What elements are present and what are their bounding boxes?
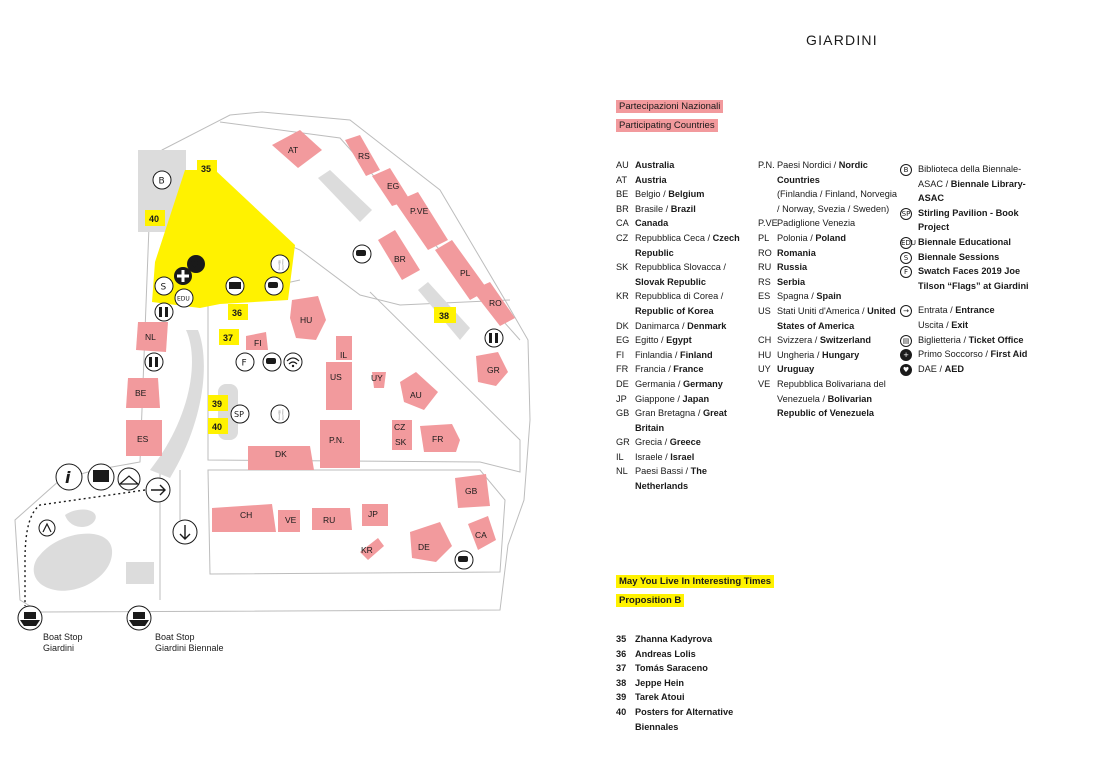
- svg-text:S: S: [160, 282, 167, 293]
- country-code: GB: [616, 408, 630, 419]
- toilets-icon-left[interactable]: [155, 303, 173, 321]
- country-code: IL: [616, 451, 624, 462]
- service-item-first-aid[interactable]: [900, 347, 1040, 362]
- country-code: GR: [616, 437, 630, 448]
- name-en: Poland: [815, 232, 846, 243]
- country-code: UY: [758, 364, 771, 375]
- defibrillator-icon: ♥: [900, 364, 912, 376]
- svg-text:i: i: [65, 468, 71, 487]
- artist-name: Jeppe Hein: [635, 677, 685, 688]
- wifi-icon[interactable]: [284, 353, 302, 371]
- entrance-icon[interactable]: [146, 478, 170, 502]
- boat-stop-1-line1: Boat Stop: [43, 632, 83, 642]
- name-en: AED: [944, 363, 964, 374]
- name-it: Giappone /: [635, 393, 683, 404]
- name-en: Biennale Educational: [918, 236, 1011, 247]
- name-en: Bolivarian Republic of Venezuela: [777, 393, 875, 419]
- name-en: Israel: [670, 451, 695, 462]
- country-item-ca[interactable]: [616, 216, 756, 231]
- name-it: Repubblica Slovacca /: [635, 262, 726, 273]
- name-en: Nordic Countries: [777, 160, 868, 185]
- label-pve: P.VE: [410, 206, 429, 216]
- artist-item-40[interactable]: [616, 705, 745, 734]
- name-en: Slovak Republic: [635, 276, 706, 287]
- name-it: Paesi Nordici /: [777, 160, 839, 170]
- name-en: Biennale Library-ASAC: [918, 178, 1026, 204]
- country-item-br[interactable]: [616, 202, 756, 217]
- label-pl: PL: [460, 268, 471, 278]
- artist-number: 36: [616, 648, 627, 659]
- country-item-kr[interactable]: [616, 289, 756, 318]
- country-item-au[interactable]: [616, 158, 756, 173]
- artist-item-37[interactable]: [616, 661, 745, 676]
- label-nl: NL: [145, 332, 156, 342]
- name-en: France: [673, 364, 704, 375]
- svg-text:EDU: EDU: [177, 295, 190, 303]
- name-it: Paesi Bassi /: [635, 466, 691, 477]
- name-en: Switzerland: [819, 335, 871, 346]
- name-en: Serbia: [777, 276, 806, 287]
- name-en: First Aid: [990, 349, 1028, 360]
- artist-number: 40: [616, 706, 627, 717]
- name-it: DAE /: [918, 363, 945, 374]
- ticket-office-icon: ▤: [900, 335, 912, 347]
- country-item-de[interactable]: [616, 377, 756, 392]
- name-it: Danimarca /: [635, 320, 688, 331]
- country-code: PL: [758, 232, 770, 243]
- country-code: RU: [758, 262, 772, 273]
- flags-icon[interactable]: [236, 353, 254, 371]
- country-item-rs[interactable]: [758, 275, 898, 290]
- marker-37-label: 37: [223, 333, 234, 343]
- marker-35-label: 35: [201, 164, 212, 174]
- exhibition-header: [616, 571, 774, 609]
- sessions-icon: S: [900, 252, 912, 264]
- first-aid-icon: +: [900, 349, 912, 361]
- country-item-gr[interactable]: [616, 435, 756, 450]
- name-it: Germania /: [635, 378, 683, 389]
- name-it: Repubblica Ceca /: [635, 232, 713, 243]
- name-en: Finland: [679, 349, 713, 360]
- artists-list: [616, 632, 745, 734]
- country-item-eg[interactable]: [616, 333, 756, 348]
- country-item-gb[interactable]: [616, 406, 756, 435]
- cafe-icon-north[interactable]: [353, 245, 371, 263]
- toilets-icon-right[interactable]: [485, 329, 503, 347]
- name-it: Brasile /: [635, 203, 671, 214]
- name-en: Brazil: [670, 203, 696, 214]
- marker-40-top-label: 40: [149, 214, 160, 224]
- name-it: Padiglione Venezia: [777, 218, 856, 229]
- defibrillator-icon[interactable]: [187, 255, 205, 273]
- country-item-sk[interactable]: [616, 260, 756, 289]
- label-ro: RO: [489, 298, 502, 308]
- artist-item-36[interactable]: [616, 647, 745, 662]
- label-uy: UY: [371, 373, 383, 383]
- marker-39-label: 39: [212, 399, 223, 409]
- country-item-nl[interactable]: [616, 464, 756, 493]
- name-it: Stati Uniti d'America /: [777, 305, 868, 316]
- country-item-ch[interactable]: [758, 333, 898, 348]
- name-en: Swatch Faces 2019 Joe Tilson “Flags” at Giardini: [918, 266, 1029, 291]
- artist-number: 39: [616, 692, 627, 703]
- label-br: BR: [394, 254, 406, 264]
- country-code: CA: [616, 218, 629, 229]
- national-header: [616, 96, 723, 134]
- name-en: United States of America: [777, 305, 896, 331]
- education-icon: EDU: [901, 238, 916, 247]
- exhibition-header-line2: Proposition B: [616, 594, 684, 607]
- name-it: Gran Bretagna /: [635, 408, 703, 419]
- service-item-entrance[interactable]: [900, 303, 1040, 332]
- name-en: Stirling Pavilion - Book Project: [918, 207, 1019, 233]
- country-code: ES: [758, 291, 771, 302]
- boat-stop-giardini-biennale-icon[interactable]: [127, 606, 151, 630]
- country-code: FI: [616, 349, 625, 360]
- name-en: Republic of Korea: [635, 305, 714, 316]
- country-code: P.VE: [758, 218, 778, 229]
- cafe-icon[interactable]: [265, 277, 283, 295]
- label-us: US: [330, 372, 342, 382]
- country-code: EG: [616, 335, 630, 346]
- marker-36-label: 36: [232, 308, 243, 318]
- country-item-ro[interactable]: [758, 246, 898, 261]
- national-header-en: Participating Countries: [616, 119, 718, 132]
- name-en: Canada: [635, 218, 669, 229]
- name-it-2: Uscita /: [918, 319, 952, 330]
- map-title: GIARDINI: [806, 32, 878, 48]
- name-en: Uruguay: [777, 364, 815, 375]
- label-ch: CH: [240, 510, 253, 520]
- artist-number: 35: [616, 634, 627, 644]
- name-en: Romania: [777, 247, 816, 258]
- artist-name: Posters for Alternative Biennales: [635, 706, 734, 732]
- country-code: HU: [758, 349, 772, 360]
- name-en: Russia: [777, 262, 808, 273]
- name-en: Greece: [669, 437, 701, 448]
- country-item-jp[interactable]: [616, 392, 756, 407]
- restaurant-icon-sp[interactable]: [271, 405, 289, 423]
- country-item-fi[interactable]: [616, 348, 756, 363]
- label-hu: HU: [300, 315, 313, 325]
- name-en: Germany: [683, 378, 723, 389]
- name-it: Biblioteca della Biennale-ASAC /: [918, 164, 1022, 189]
- restaurant-icon[interactable]: [271, 255, 289, 273]
- services-list: [900, 162, 1040, 376]
- countries-list-2: [758, 158, 898, 421]
- name-it: Grecia /: [635, 437, 670, 448]
- country-code: AT: [616, 174, 628, 185]
- country-code: FR: [616, 364, 629, 375]
- country-code: RS: [758, 276, 771, 287]
- country-code: BE: [616, 189, 629, 200]
- label-fr: FR: [432, 434, 444, 444]
- service-item-stirling-pavilion[interactable]: [900, 206, 1040, 235]
- name-it: Entrata /: [918, 305, 956, 316]
- country-item-us[interactable]: [758, 304, 898, 333]
- accessibility-icon[interactable]: [39, 520, 55, 536]
- country-item-hu[interactable]: [758, 348, 898, 363]
- library-icon: B: [900, 164, 912, 176]
- marker-38-label: 38: [439, 311, 450, 321]
- country-code: KR: [616, 291, 629, 302]
- name-en-2: Exit: [951, 319, 969, 330]
- country-code: JP: [616, 393, 627, 404]
- service-item-sessions[interactable]: [900, 250, 1040, 265]
- label-es: ES: [137, 434, 149, 444]
- name-en: Great Britain: [635, 408, 727, 433]
- name-en: Entrance: [955, 305, 995, 316]
- label-de: DE: [418, 542, 430, 552]
- country-code: VE: [758, 378, 771, 389]
- sessions-icon[interactable]: [155, 277, 173, 295]
- label-fi: FI: [254, 338, 262, 348]
- entrance-icon: →: [900, 305, 912, 317]
- boat-stop-2-line1: Boat Stop: [155, 632, 195, 642]
- exhibition-header-line1: May You Live In Interesting Times: [616, 575, 774, 588]
- svg-text:B: B: [158, 176, 165, 187]
- name-it: Svizzera /: [777, 335, 820, 346]
- name-en: Czech Republic: [635, 232, 740, 258]
- name-it: Francia /: [635, 364, 674, 375]
- label-pn: P.N.: [329, 435, 345, 445]
- country-item-cz[interactable]: [616, 231, 756, 260]
- label-rs: RS: [358, 151, 370, 161]
- book-project-icon[interactable]: [226, 277, 244, 295]
- name-en: Japan: [682, 393, 710, 404]
- info-icon[interactable]: [56, 464, 82, 490]
- name-it: Israele /: [635, 451, 671, 462]
- country-code: DE: [616, 378, 629, 389]
- country-item-pn[interactable]: [758, 158, 898, 216]
- marker-40-label: 40: [212, 422, 223, 432]
- artist-number: 37: [616, 663, 627, 674]
- artist-number: 38: [616, 677, 627, 688]
- education-icon[interactable]: [175, 289, 193, 307]
- label-sk: SK: [395, 437, 407, 447]
- name-en: Australia: [635, 160, 675, 170]
- artist-name: Andreas Lolis: [635, 648, 696, 659]
- label-ru: RU: [323, 515, 336, 525]
- gray-area-bottom: [126, 562, 154, 584]
- label-jp: JP: [368, 509, 378, 519]
- label-kr: KR: [361, 545, 373, 555]
- name-it: Spagna /: [777, 291, 817, 302]
- pavilion-us[interactable]: [326, 362, 352, 410]
- name-it: Repubblica di Corea /: [635, 291, 724, 302]
- label-dk: DK: [275, 449, 287, 459]
- service-item-ticket-office[interactable]: [900, 333, 1040, 348]
- country-code: NL: [616, 466, 628, 477]
- svg-text:F: F: [241, 358, 247, 369]
- name-it: Ungheria /: [777, 349, 822, 360]
- name-en: The Netherlands: [635, 466, 708, 492]
- artist-name: Tomás Saraceno: [635, 663, 708, 674]
- library-icon[interactable]: [153, 171, 171, 189]
- cafe-icon-de[interactable]: [455, 551, 473, 569]
- country-code: P.N.: [758, 160, 775, 170]
- name-en: Denmark: [687, 320, 727, 331]
- country-item-ve[interactable]: [758, 377, 898, 421]
- name-it: Egitto /: [635, 335, 667, 346]
- artist-item-39[interactable]: [616, 690, 745, 705]
- name-it: Polonia /: [777, 232, 816, 243]
- country-code: CZ: [616, 232, 629, 243]
- countries-list-1: [616, 158, 756, 494]
- country-item-uy[interactable]: [758, 362, 898, 377]
- name-en: Spain: [816, 291, 842, 302]
- country-code: AU: [616, 160, 629, 170]
- label-il: IL: [340, 350, 348, 360]
- name-en: Egypt: [666, 335, 692, 346]
- toilets-icon-nl[interactable]: [145, 353, 163, 371]
- artist-item-35[interactable]: [616, 632, 745, 647]
- country-item-fr[interactable]: [616, 362, 756, 377]
- label-gr: GR: [487, 365, 500, 375]
- svg-text:🍴: 🍴: [275, 410, 288, 421]
- boat-stop-1-line2: Giardini: [43, 643, 75, 653]
- label-at: AT: [288, 145, 299, 155]
- artist-item-38[interactable]: [616, 676, 745, 691]
- label-gb: GB: [465, 486, 478, 496]
- name-en: Belgium: [668, 189, 705, 200]
- flags-icon: F: [900, 266, 912, 278]
- name-it: Finlandia /: [635, 349, 680, 360]
- name-it: Repubblica Bolivariana del Venezuela /: [777, 378, 886, 404]
- service-item-education[interactable]: [900, 235, 1040, 250]
- name-it: Belgio /: [635, 189, 669, 200]
- name-it: Primo Soccorso /: [918, 349, 991, 360]
- label-au: AU: [410, 390, 422, 400]
- country-item-dk[interactable]: [616, 319, 756, 334]
- boat-stop-giardini-icon[interactable]: [18, 606, 42, 630]
- stirling-pavilion-icon: SP: [901, 209, 911, 218]
- ticket-office-icon[interactable]: [88, 464, 114, 490]
- stirling-pavilion-icon[interactable]: [231, 405, 249, 423]
- artist-name: Tarek Atoui: [635, 692, 685, 703]
- exit-icon[interactable]: [173, 520, 197, 544]
- service-item-flags[interactable]: [900, 264, 1040, 293]
- svg-text:🍴: 🍴: [275, 260, 288, 271]
- name-en: Ticket Office: [968, 334, 1024, 345]
- country-code: RO: [758, 247, 772, 258]
- service-item-library[interactable]: [900, 162, 1040, 206]
- country-code: US: [758, 305, 771, 316]
- name-en: Biennale Sessions: [918, 251, 1000, 262]
- boat-stop-2-line2: Giardini Biennale: [155, 643, 224, 653]
- country-item-be[interactable]: [616, 187, 756, 202]
- label-be: BE: [135, 388, 147, 398]
- label-ca: CA: [475, 530, 487, 540]
- name-en: Hungary: [821, 349, 860, 360]
- cloakroom-icon[interactable]: [118, 468, 140, 490]
- national-header-it: Partecipazioni Nazionali: [616, 100, 723, 113]
- svg-text:SP: SP: [234, 410, 244, 419]
- country-item-pve[interactable]: [758, 216, 898, 231]
- country-code: SK: [616, 262, 629, 273]
- country-code: CH: [758, 335, 772, 346]
- label-ve: VE: [285, 515, 297, 525]
- label-eg: EG: [387, 181, 400, 191]
- name-en: Austria: [635, 174, 667, 185]
- country-code: BR: [616, 203, 629, 214]
- country-code: DK: [616, 320, 629, 331]
- svg-text:♥: ♥: [190, 260, 199, 271]
- name-extra: (Finlandia / Finland, Norvegia / Norway, Svezia / Sweden): [777, 189, 898, 214]
- name-it: Biglietteria /: [918, 334, 969, 345]
- country-item-at[interactable]: [616, 173, 756, 188]
- country-item-ru[interactable]: [758, 260, 898, 275]
- service-item-defibrillator[interactable]: [900, 362, 1040, 377]
- label-cz: CZ: [394, 422, 406, 432]
- artist-name: Zhanna Kadyrova: [635, 634, 713, 644]
- country-item-es[interactable]: [758, 289, 898, 304]
- country-item-pl[interactable]: [758, 231, 898, 246]
- country-item-il[interactable]: [616, 450, 756, 465]
- cafe-icon-fi[interactable]: [263, 353, 281, 371]
